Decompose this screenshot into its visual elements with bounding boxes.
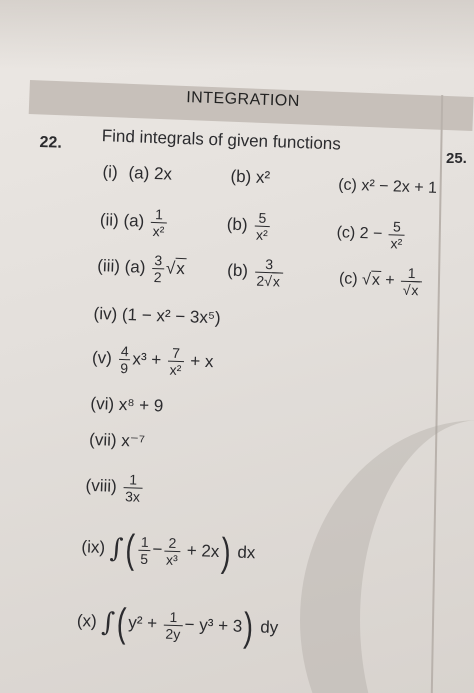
left-paren: (: [116, 600, 128, 646]
item-v-label: (v): [91, 347, 113, 368]
denominator: 2: [152, 268, 164, 285]
item-iv: [93, 304, 221, 328]
item-iii-b-fraction: [254, 256, 284, 290]
item-ii-c-fraction: [388, 218, 405, 252]
item-ii-label: (ii): [99, 210, 120, 230]
item-vi: [90, 394, 164, 417]
item-i-a: (a) 2x: [128, 163, 173, 184]
denominator: 2y: [163, 624, 182, 642]
numerator: 7: [171, 344, 181, 362]
item-vii-label: (vii): [88, 429, 117, 450]
denominator: 2√x: [254, 272, 283, 290]
numerator: 4: [120, 342, 129, 360]
item-iii-a-fraction: [152, 252, 165, 285]
denominator: 3x: [123, 487, 142, 505]
question-prompt: Find integrals of given functions: [101, 126, 342, 154]
item-iv-expr: (1 − x² − 3x⁵): [121, 304, 221, 328]
item-vii-expr: x⁻⁷: [121, 431, 146, 451]
item-i-label: (i): [102, 162, 119, 182]
item-viii: [85, 470, 145, 505]
item-viii-label: (viii): [85, 475, 118, 496]
item-iii-b: [227, 255, 286, 290]
denominator: x²: [388, 234, 404, 252]
denominator: x²: [150, 222, 166, 240]
item-ii-a-fraction: [150, 206, 167, 240]
next-question-number: 25.: [446, 150, 467, 167]
integral-symbol: ∫: [100, 607, 116, 638]
item-ix-differential: dx: [237, 542, 256, 563]
item-ix-fraction-2: [164, 534, 181, 568]
denominator: 5: [138, 549, 150, 566]
integral-symbol: ∫: [109, 533, 124, 565]
numerator: 5: [258, 209, 267, 226]
denominator: x²: [167, 361, 183, 379]
page-title: INTEGRATION: [185, 89, 301, 111]
question-number: 22.: [39, 133, 63, 152]
left-paren: (: [124, 527, 136, 572]
numerator: 1: [154, 206, 164, 223]
right-paren: ): [243, 605, 255, 650]
numerator: 5: [392, 218, 402, 235]
item-x-label: (x): [76, 611, 98, 631]
item-ix-label: (ix): [81, 537, 106, 558]
numerator: 1: [140, 533, 149, 550]
sqrt-symbol: √x: [165, 258, 186, 279]
item-x-fraction: [163, 608, 183, 642]
item-v: (v) $\frac{4}{9}$ x³ + $\frac{7}{\text{x²}}$ + x: [91, 342, 214, 379]
item-iv-label: (iv): [93, 303, 118, 324]
item-iii-a: [97, 250, 187, 286]
numerator: 1: [169, 608, 178, 625]
item-v-fraction-2: [167, 345, 184, 379]
denominator: x³: [164, 550, 180, 568]
item-vii: [89, 430, 145, 452]
item-x: (x) ∫(y² + $\frac{1}{2y}$ − y³ + 3) dy: [76, 600, 279, 650]
item-ii-c-label: (c) 2 −: [336, 224, 383, 243]
denominator: 9: [118, 359, 130, 376]
item-v-fraction-1: [118, 343, 131, 376]
numerator: 1: [128, 471, 138, 488]
item-ii: [99, 204, 169, 239]
denominator: √x: [401, 281, 422, 299]
item-vi-expr: x⁸ + 9: [118, 394, 164, 416]
item-ix-fraction-1: [138, 533, 151, 566]
numerator: 3: [265, 255, 274, 273]
numerator: 2: [168, 534, 177, 551]
item-iii-c: (c) √x + $\frac{1}{√x}$: [338, 263, 424, 299]
item-iii-c-fraction: [401, 265, 423, 299]
item-ii-b-fraction: [254, 210, 271, 244]
item-iii-c-label: (c): [338, 270, 358, 288]
item-viii-fraction: [123, 471, 143, 505]
item-x-differential: dy: [259, 617, 279, 638]
item-iii-label: (iii): [96, 256, 121, 276]
numerator: 3: [154, 252, 163, 269]
item-iii-b-label: (b): [226, 260, 249, 281]
item-ii-b-label: (b): [226, 214, 248, 235]
item-i-c: (c) x² − 2x + 1: [337, 176, 438, 197]
item-iii-a-label: (a): [124, 257, 146, 277]
item-vi-label: (vi): [90, 393, 115, 414]
denominator: x²: [254, 226, 270, 244]
item-ii-b: [226, 209, 272, 244]
item-ii-a-label: (a): [123, 210, 145, 231]
numerator: 1: [407, 264, 416, 282]
item-i-b: (b) x²: [230, 166, 271, 188]
sqrt-symbol: √x: [361, 271, 381, 289]
item-ix: (ix) ∫( $\frac{1}{5}$ − $\frac{2}{\text{x³}}$ + 2x) dx: [81, 527, 256, 575]
item-ii-c: [336, 216, 407, 251]
right-paren: ): [220, 530, 232, 575]
